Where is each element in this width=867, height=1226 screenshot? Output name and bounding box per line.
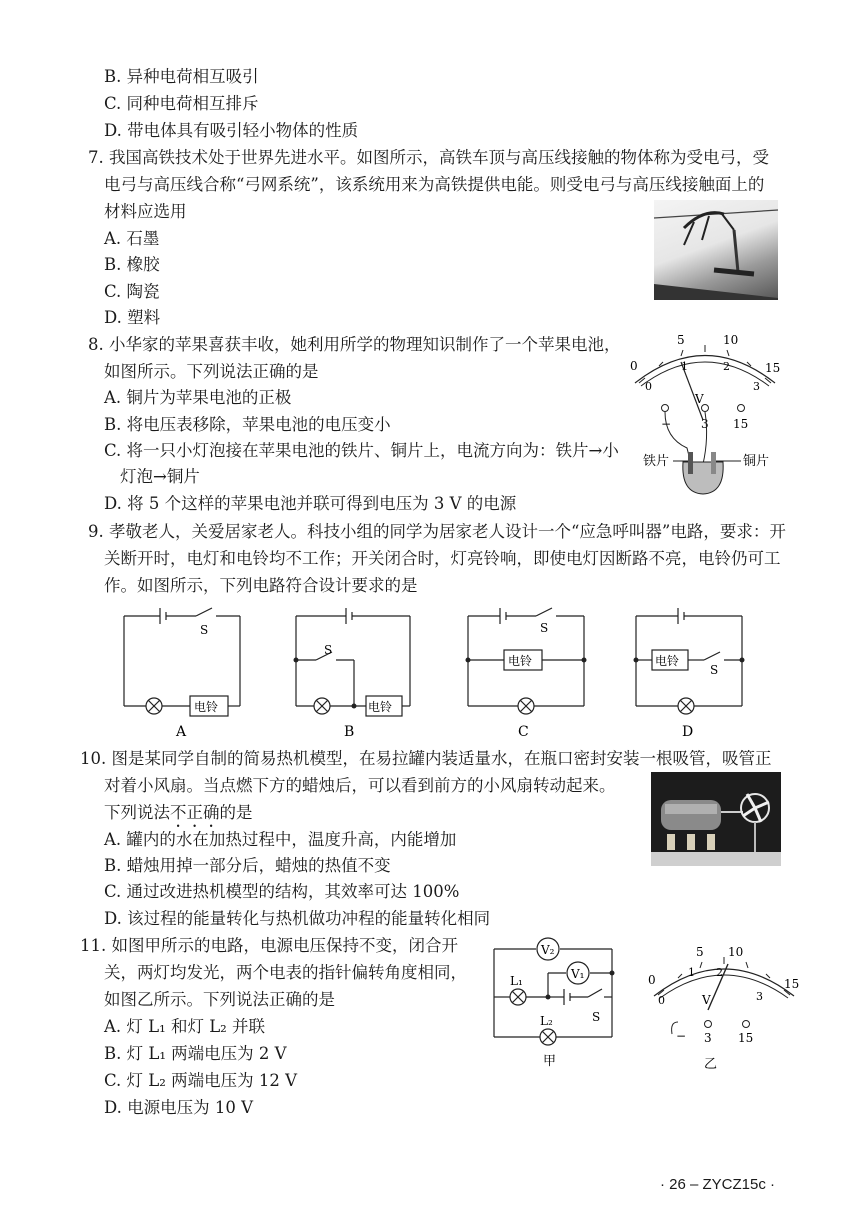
- scale-top-15: 15: [765, 361, 781, 375]
- meter-ticks: [639, 345, 771, 383]
- q11-option-c: C. 灯 L₂ 两端电压为 12 V: [104, 1071, 297, 1090]
- scale-top-10: 10: [723, 333, 739, 347]
- copper-label: 铜片: [743, 454, 770, 469]
- scale-top-15: 15: [784, 977, 800, 991]
- terminal-3: [702, 405, 709, 412]
- heat-engine-photo: [651, 772, 781, 866]
- q10-stem-post: 的是: [219, 803, 253, 822]
- terminal-negative: [662, 405, 669, 412]
- q8-stem-line1: 8. 小华家的苹果喜获丰收，她利用所学的物理知识制作了一个苹果电池，: [88, 335, 621, 354]
- iron-label: 铁片: [643, 454, 670, 469]
- scale-bottom-0: 0: [645, 380, 652, 393]
- voltmeter-v2-label: V₂: [541, 943, 555, 957]
- q6-option-b: B. 异种电荷相互吸引: [104, 67, 259, 86]
- q10-option-a: A. 罐内的水在加热过程中，温度升高，内能增加: [104, 830, 457, 849]
- scale-zero-top: 0: [630, 359, 638, 373]
- terminal-label-3: 3: [704, 1031, 712, 1045]
- q11-voltmeter-yi: [640, 938, 810, 1078]
- scale-zero-top: 0: [648, 973, 656, 987]
- terminal-15: [738, 405, 745, 412]
- q7-option-a: A. 石墨: [104, 229, 160, 248]
- scale-top-5: 5: [677, 333, 685, 347]
- circuit-c-switch-label: S: [540, 621, 549, 635]
- terminal-3: [705, 1021, 712, 1028]
- q9-stem-line1: 9. 孝敬老人，关爱居家老人。科技小组的同学为居家老人设计一个“应急呼叫器”电路，要求：开: [88, 522, 786, 541]
- circuit-b: [296, 608, 410, 716]
- q9-circuit-diagrams: [100, 600, 800, 740]
- terminal-label-15: 15: [733, 417, 749, 431]
- q7-stem-line3: 材料应选用: [104, 202, 187, 221]
- scale-bottom-3: 3: [753, 380, 760, 393]
- scale-bottom-0: 0: [658, 994, 665, 1007]
- q11-option-a: A. 灯 L₁ 和灯 L₂ 并联: [104, 1017, 266, 1036]
- meter-needle: [681, 362, 703, 420]
- q10-option-c: C. 通过改进热机模型的结构，其效率可达 100%: [104, 882, 460, 901]
- meter-scale-arc: [635, 356, 775, 384]
- terminal-15: [743, 1021, 750, 1028]
- q8-option-c-line1: C. 将一只小灯泡接在苹果电池的铁片、铜片上，电流方向为：铁片→小: [104, 441, 619, 460]
- q7-option-c: C. 陶瓷: [104, 282, 160, 301]
- figure-jia-caption: 甲: [543, 1054, 557, 1069]
- q6-option-d: D. 带电体具有吸引轻小物体的性质: [104, 121, 359, 140]
- meter-symbol: V: [695, 392, 704, 406]
- voltmeter-v1-label: V₁: [571, 967, 585, 981]
- q8-stem-line2: 如图所示。下列说法正确的是: [104, 362, 319, 381]
- terminal-label-negative: −: [661, 417, 672, 431]
- circuit-a-switch-label: S: [200, 623, 209, 637]
- circuit-b-switch-label: S: [324, 643, 333, 657]
- scale-bottom-2: 2: [716, 966, 723, 979]
- figure-yi-caption: 乙: [704, 1057, 718, 1072]
- q10-option-b: B. 蜡烛用掉一部分后，蜡烛的热值不变: [104, 856, 391, 875]
- q10-stem-emphasis: 不正确: [170, 803, 220, 822]
- q9-stem-line3: 作。如图所示，下列电路符合设计要求的是: [104, 576, 418, 595]
- circuit-a: [124, 608, 240, 716]
- q10-stem-line1: 10. 图是某同学自制的简易热机模型，在易拉罐内装适量水，在瓶口密封安装一根吸管，吸管正: [80, 749, 772, 768]
- q11-stem-line3: 如图乙所示。下列说法正确的是: [104, 990, 335, 1009]
- q7-stem-line1: 7. 我国高铁技术处于世界先进水平。如图所示，高铁车顶与高压线接触的物体称为受电弓，受: [88, 148, 769, 167]
- scale-bottom-3: 3: [756, 990, 763, 1003]
- q6-option-c: C. 同种电荷相互排斥: [104, 94, 259, 113]
- q8-option-c-line2: 灯泡→铜片: [120, 467, 200, 486]
- circuit-c-bell-label: 电铃: [508, 654, 533, 668]
- q11-stem-line2: 关，两灯均发光，两个电表的指针偏转角度相同，: [104, 963, 467, 982]
- meter-symbol: V: [702, 993, 711, 1007]
- terminal-label-15: 15: [738, 1031, 754, 1045]
- copper-plate: [711, 452, 716, 474]
- q11-option-b: B. 灯 L₁ 两端电压为 2 V: [104, 1044, 287, 1063]
- heat-engine-drawing: [651, 772, 781, 866]
- scale-top-5: 5: [696, 945, 704, 959]
- q7-option-b: B. 橡胶: [104, 255, 160, 274]
- circuit-d: [636, 608, 742, 714]
- page-footer: · 26 – ZYCZ15c ·: [659, 1176, 775, 1193]
- q11-circuit-jia: [488, 933, 638, 1073]
- q10-stem-line3: [104, 802, 253, 831]
- scale-top-10: 10: [728, 945, 744, 959]
- switch-s-label: S: [592, 1010, 601, 1024]
- circuit-b-bell-label: 电铃: [368, 700, 393, 714]
- circuit-d-bell-label: 电铃: [655, 654, 680, 668]
- meter-ticks: [658, 957, 790, 995]
- q10-option-d: D. 该过程的能量转化与热机做功冲程的能量转化相同: [104, 909, 491, 928]
- circuit-d-switch-label: S: [710, 663, 719, 677]
- q8-option-a: A. 铜片为苹果电池的正极: [104, 388, 292, 407]
- circuit-b-label: B: [344, 724, 355, 740]
- q10-stem-line2: 对着小风扇。当点燃下方的蜡烛后，可以看到前方的小风扇转动起来。: [104, 776, 616, 795]
- pantograph-drawing: [654, 200, 778, 300]
- q10-stem-pre: 下列说法: [104, 803, 170, 822]
- scale-bottom-1: 1: [681, 360, 688, 373]
- q7-option-d: D. 塑料: [104, 308, 161, 327]
- q11-stem-line1: 11. 如图甲所示的电路，电源电压保持不变，闭合开: [80, 936, 458, 955]
- circuit-c-label: C: [518, 724, 529, 740]
- terminal-label-negative: −: [676, 1029, 687, 1043]
- scale-bottom-2: 2: [723, 360, 730, 373]
- circuit-a-bell-label: 电铃: [194, 700, 219, 714]
- lamp-l1-label: L₁: [510, 974, 523, 988]
- q8-option-d: D. 将 5 个这样的苹果电池并联可得到电压为 3 V 的电源: [104, 494, 517, 513]
- q7-stem-line2: 电弓与高压线合称“弓网系统”，该系统用来为高铁提供电能。则受电弓与高压线接触面上的: [104, 175, 765, 194]
- scale-bottom-1: 1: [688, 966, 695, 979]
- q8-option-b: B. 将电压表移除，苹果电池的电压变小: [104, 415, 391, 434]
- apple-battery-figure: [625, 328, 785, 498]
- q9-stem-line2: 关断开时，电灯和电铃均不工作；开关闭合时，灯亮铃响，即使电灯因断路不亮，电铃仍可工: [104, 549, 781, 568]
- pantograph-photo: [654, 200, 778, 300]
- lamp-l2-label: L₂: [540, 1014, 553, 1028]
- circuit-d-label: D: [682, 724, 694, 740]
- terminal-label-3: 3: [701, 417, 709, 431]
- iron-plate: [688, 452, 693, 474]
- q11-option-d: D. 电源电压为 10 V: [104, 1098, 254, 1117]
- circuit-a-label: A: [176, 724, 187, 740]
